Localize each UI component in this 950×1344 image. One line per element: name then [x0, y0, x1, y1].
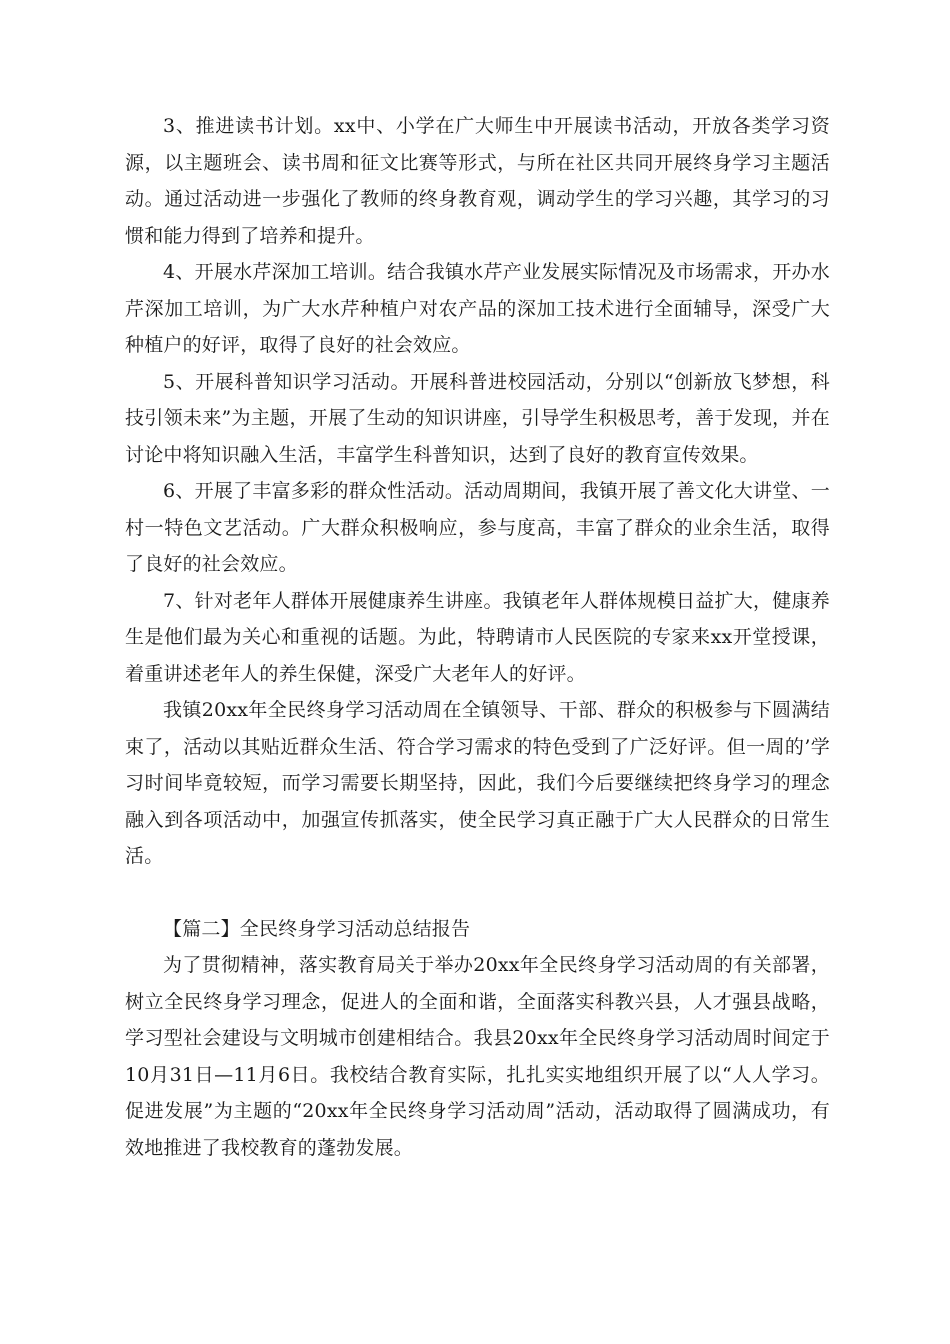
paragraph-health-lecture: 7、针对老年人群体开展健康养生讲座。我镇老年人群体规模日益扩大，健康养生是他们最为关心和重视的话题。为此，特聘请市人民医院的专家来xx开堂授课，着重讲述老年人的养生保健，深受广大老年人的好评。: [125, 589, 830, 685]
paragraph-science-activity: 5、开展科普知识学习活动。开展科普进校园活动，分别以“创新放飞梦想，科技引领未来”为主题，开展了生动的知识讲座，引导学生积极思考，善于发现，并在讨论中将知识融入生活，丰富学生科普知识，达到了良好的教育宣传效果。: [125, 370, 830, 466]
paragraph-reading-plan: 3、推进读书计划。xx中、小学在广大师生中开展读书活动，开放各类学习资源，以主题班会、读书周和征文比赛等形式，与所在社区共同开展终身学习主题活动。通过活动进一步强化了教师的终身教育观，调动学生的学习兴趣，其学习的习惯和能力得到了培养和提升。: [125, 115, 830, 247]
section-heading: 【篇二】全民终身学习活动总结报告: [163, 917, 471, 940]
paragraph-section-two-intro: 为了贯彻精神，落实教育局关于举办20xx年全民终身学习活动周的有关部署，树立全民终身学习理念，促进人的全面和谐，全面落实科教兴县，人才强县战略，学习型社会建设与文明城市创建相结合。我县20xx年全民终身学习活动周时间定于10月31日—11月6日。我校结合教育实际，扎扎实实地组织开展了以“人人学习。促进发展”为主题的“20xx年全民终身学习活动周”活动，活动取得了圆满成功，有效地推进了我校教育的蓬勃发展。: [125, 954, 830, 1159]
paragraph-cress-training: 4、开展水芹深加工培训。结合我镇水芹产业发展实际情况及市场需求，开办水芹深加工培训，为广大水芹种植户对农产品的深加工技术进行全面辅导，深受广大种植户的好评，取得了良好的社会效应。: [125, 261, 830, 356]
paragraph-mass-activities: 6、开展了丰富多彩的群众性活动。活动周期间，我镇开展了善文化大讲堂、一村一特色文艺活动。广大群众积极响应，参与度高，丰富了群众的业余生活，取得了良好的社会效应。: [125, 480, 830, 575]
document-page: [125, 108, 830, 1166]
paragraph-summary: 我镇20xx年全民终身学习活动周在全镇领导、干部、群众的积极参与下圆满结束了，活动以其贴近群众生活、符合学习需求的特色受到了广泛好评。但一周的’学习时间毕竟较短，而学习需要长期坚持，因此，我们今后要继续把终身学习的理念融入到各项活动中，加强宣传抓落实，使全民学习真正融于广大人民群众的日常生活。: [125, 699, 830, 867]
